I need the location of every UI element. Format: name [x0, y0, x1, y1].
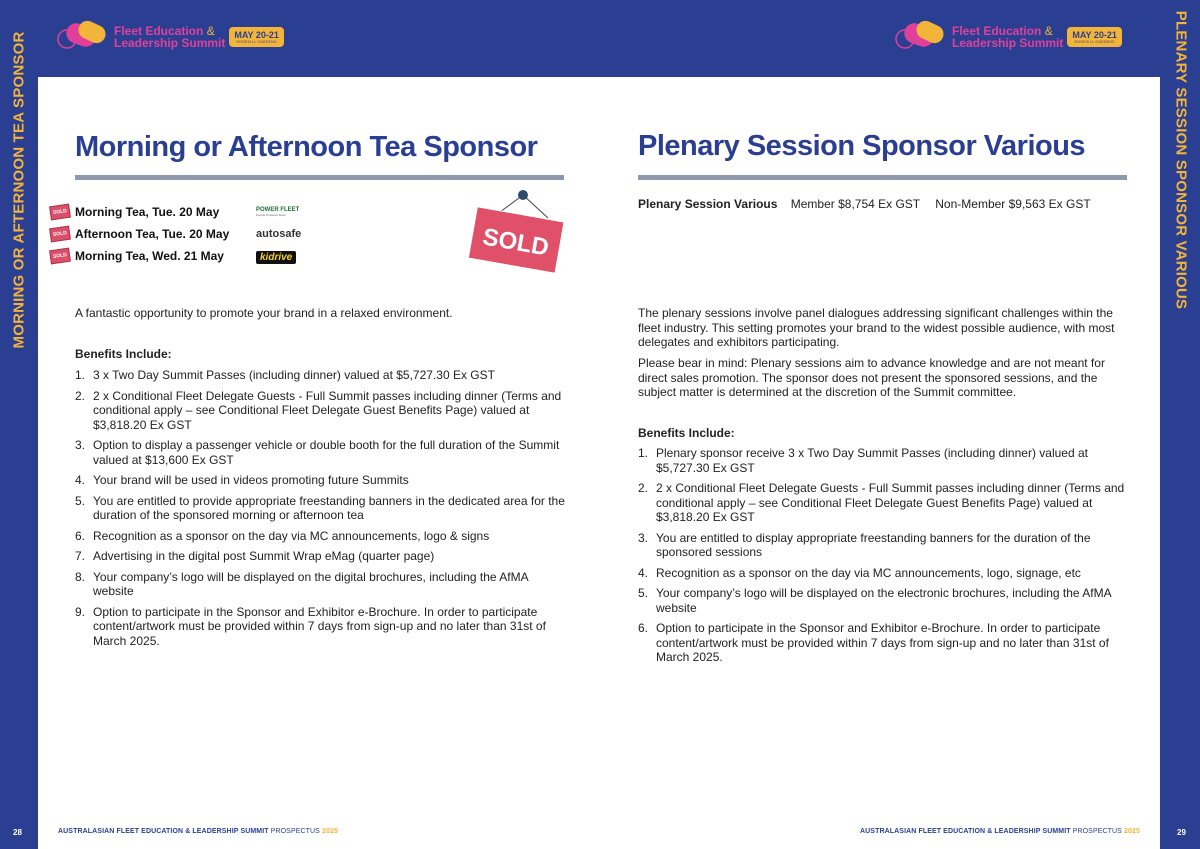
- sold-sign-text: SOLD: [480, 223, 551, 262]
- list-item: 1. 3 x Two Day Summit Passes (including dinner) valued at $5,727.30 Ex GST: [75, 368, 495, 382]
- left-title-rule: [75, 175, 564, 180]
- left-benefits-heading: Benefits Include:: [75, 347, 172, 361]
- logo-line1: Fleet Education &: [952, 24, 1053, 38]
- right-benefits-heading: Benefits Include:: [638, 426, 735, 440]
- right-page-title: Plenary Session Sponsor Various: [638, 130, 1086, 162]
- logo-line2: Leadership Summit: [114, 36, 226, 50]
- logo-line1: Fleet Education &: [114, 24, 215, 38]
- left-side-label: MORNING OR AFTERNOON TEA SPONSOR: [10, 31, 28, 349]
- list-item: 8. Your company’s logo will be displayed on the digital brochures, including the AfMA website: [75, 569, 528, 598]
- left-footer: AUSTRALASIAN FLEET EDUCATION & LEADERSHIP SUMMIT PROSPECTUS 2025: [58, 828, 338, 835]
- list-item: 5. You are entitled to provide appropriate freestanding banners in the dedicated area for the duration of the sponsored morning or afternoon tea: [75, 493, 565, 522]
- list-item: 2. 2 x Conditional Fleet Delegate Guests - Full Summit passes including dinner (Terms and conditional apply – see Conditional Fleet Delegate Guest Benefits Page) valued at $3,818.20 Ex GST: [638, 481, 1125, 524]
- left-page-number: 28: [13, 828, 22, 837]
- right-page-number: 29: [1177, 828, 1186, 837]
- tea-item-label: Morning Tea, Wed. 21 May: [75, 249, 224, 263]
- sold-tag-icon: SOLD: [49, 226, 71, 243]
- right-footer: AUSTRALASIAN FLEET EDUCATION & LEADERSHIP SUMMIT PROSPECTUS 2025: [860, 828, 1140, 835]
- list-item: 9. Option to participate in the Sponsor and Exhibitor e-Brochure. In order to participate content/artwork must be provided within 7 days from sign-up and no later than 31st of March 2025.: [75, 604, 546, 648]
- summit-logo: [56, 20, 284, 54]
- list-item: 2. 2 x Conditional Fleet Delegate Guests - Full Summit passes including dinner (Terms and conditional apply – see Conditional Fleet Delegate Guest Benefits Page) valued at $3,818.20 Ex GST: [75, 388, 562, 432]
- list-item: 1. Plenary sponsor receive 3 x Two Day Summit Passes (including dinner) valued at $5,727.30 Ex GST: [638, 446, 1088, 475]
- list-item: 3. You are entitled to display appropriate freestanding banners for the duration of the sponsored sessions: [638, 530, 1091, 559]
- list-item: 6. Option to participate in the Sponsor and Exhibitor e-Brochure. In order to participate content/artwork must be provided within 7 days from sign-up and no later than 31st of March 2025.: [638, 621, 1109, 664]
- nonmember-price: Non-Member $9,563 Ex GST: [935, 197, 1091, 211]
- price-label: Plenary Session Various: [638, 197, 778, 211]
- list-item: 3. Option to display a passenger vehicle or double booth for the full duration of the Summit valued at $13,600 Ex GST: [75, 438, 560, 467]
- left-page-title: Morning or Afternoon Tea Sponsor: [75, 131, 538, 163]
- list-item: 6. Recognition as a sponsor on the day via MC announcements, logo & signs: [75, 528, 490, 543]
- summit-logo-mark-icon: [894, 20, 948, 54]
- list-item: 7. Advertising in the digital post Summit Wrap eMag (quarter page): [75, 549, 435, 563]
- tea-item: [50, 247, 293, 265]
- list-item: 4. Recognition as a sponsor on the day via MC announcements, logo, signage, etc: [638, 565, 1081, 580]
- date-badge: MAY 20-21 ROSEHILL GARDENS: [1067, 27, 1122, 47]
- sold-sign-icon: [466, 186, 566, 276]
- left-intro: A fantastic opportunity to promote your brand in a relaxed environment.: [75, 306, 453, 320]
- right-title-rule: [638, 175, 1127, 180]
- right-side-label: PLENARY SESSION SPONSOR VARIOUS: [1172, 10, 1190, 310]
- right-para-1: The plenary sessions involve panel dialogues addressing significant challenges within the fleet industry. This setting promotes your brand to the widest possible audience, with most delegates and exhibitors participating.: [638, 306, 1115, 349]
- powerfleet-logo: POWER FLEET People Powered Fleet: [256, 207, 300, 217]
- tea-item-label: Morning Tea, Tue. 20 May: [75, 205, 220, 219]
- member-price: Member $8,754 Ex GST: [790, 197, 920, 211]
- price-line: [638, 197, 1091, 212]
- left-benefits-list: [75, 368, 567, 654]
- list-item: 5. Your company’s logo will be displayed on the electronic brochures, including the AfMA website: [638, 586, 1111, 615]
- sold-tag-icon: SOLD: [49, 204, 71, 221]
- tea-item: [50, 203, 300, 221]
- kidrive-logo: kidrive: [256, 251, 296, 264]
- list-item: 4. Your brand will be used in videos promoting future Summits: [75, 473, 409, 487]
- date-badge: MAY 20-21 ROSEHILL GARDENS: [229, 27, 284, 47]
- logo-line2: Leadership Summit: [952, 36, 1064, 50]
- summit-logo: [894, 20, 1122, 54]
- right-para-2: Please bear in mind: Plenary sessions aim to advance knowledge and are not meant for direct sales promotion. The sponsor does not present the sponsored sessions, and the subject matter is determined at the discretion of the Summit committee.: [638, 356, 1105, 399]
- tea-item: [50, 225, 302, 243]
- right-benefits-list: [638, 446, 1130, 671]
- summit-logo-mark-icon: [56, 20, 110, 54]
- autosafe-logo: autosafe: [256, 228, 302, 240]
- tea-item-label: Afternoon Tea, Tue. 20 May: [75, 227, 230, 241]
- sold-tag-icon: SOLD: [49, 248, 71, 265]
